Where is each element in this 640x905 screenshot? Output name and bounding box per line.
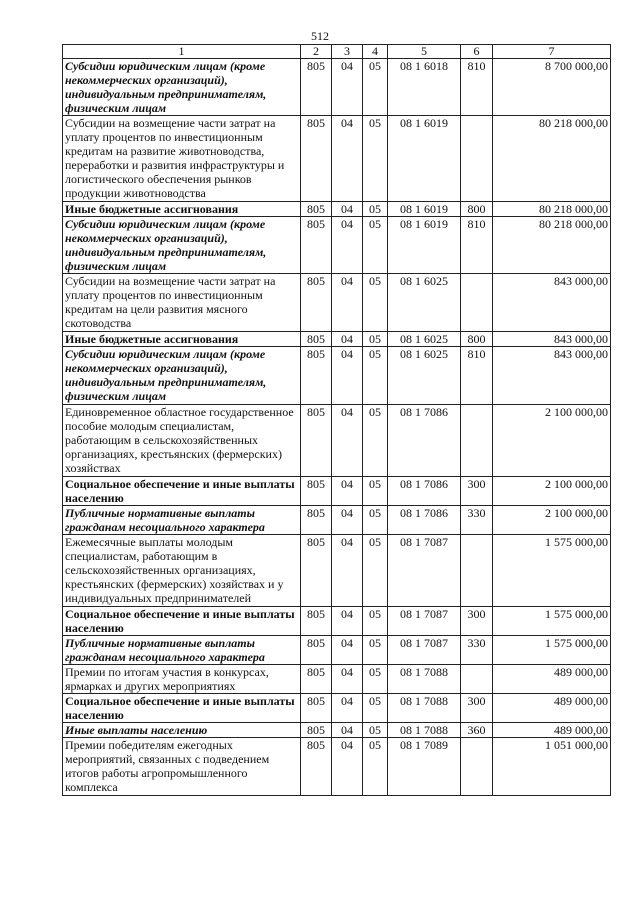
row-expense-type-cell: 810 — [461, 347, 493, 405]
row-expense-type-cell: 360 — [461, 723, 493, 738]
row-target-article-cell: 08 1 6019 — [388, 116, 461, 202]
table-row — [63, 607, 611, 636]
row-amount-cell: 843 000,00 — [493, 274, 611, 332]
row-section-cell: 04 — [332, 347, 363, 405]
row-name-cell: Субсидии на возмещение части затрат на уплату процентов по инвестиционным кредитам на развитие животноводства, переработки и развития инфраструктуры и логистического обеспечения рынков продукции животноводства — [63, 116, 301, 202]
table-row — [63, 332, 611, 347]
row-expense-type-cell — [461, 738, 493, 796]
row-code-cell: 805 — [301, 694, 332, 723]
row-subsection-cell: 05 — [363, 332, 388, 347]
row-subsection-cell: 05 — [363, 116, 388, 202]
row-target-article-cell: 08 1 6025 — [388, 274, 461, 332]
row-code-cell: 805 — [301, 607, 332, 636]
row-code-cell: 805 — [301, 636, 332, 665]
row-name-cell: Премии по итогам участия в конкурсах, ярмарках и других мероприятиях — [63, 665, 301, 694]
row-amount-cell: 489 000,00 — [493, 665, 611, 694]
table-row — [63, 202, 611, 217]
row-subsection-cell: 05 — [363, 217, 388, 274]
row-expense-type-cell — [461, 116, 493, 202]
table-row — [63, 477, 611, 506]
row-expense-type-cell — [461, 405, 493, 477]
row-expense-type-cell: 330 — [461, 636, 493, 665]
row-section-cell: 04 — [332, 535, 363, 607]
column-header-6: 6 — [461, 45, 493, 59]
row-target-article-cell: 08 1 6025 — [388, 347, 461, 405]
row-section-cell: 04 — [332, 217, 363, 274]
row-subsection-cell: 05 — [363, 202, 388, 217]
column-header-1: 1 — [63, 45, 301, 59]
row-section-cell: 04 — [332, 202, 363, 217]
row-section-cell: 04 — [332, 665, 363, 694]
row-name-cell: Субсидии юридическим лицам (кроме некоммерческих организаций), индивидуальным предпринимателям, физическим лицам — [63, 347, 301, 405]
row-name-cell: Субсидии юридическим лицам (кроме некоммерческих организаций), индивидуальным предпринимателям, физическим лицам — [63, 217, 301, 274]
row-target-article-cell: 08 1 7086 — [388, 506, 461, 535]
row-section-cell: 04 — [332, 59, 363, 116]
row-section-cell: 04 — [332, 723, 363, 738]
row-name-cell: Единовременное областное государственное пособие молодым специалистам, работающим в сельскохозяйственных организациях, крестьянских (фермерских) хозяйствах — [63, 405, 301, 477]
row-subsection-cell: 05 — [363, 274, 388, 332]
page-number: 512 — [311, 29, 329, 43]
budget-table — [62, 44, 611, 796]
row-subsection-cell: 05 — [363, 405, 388, 477]
row-target-article-cell: 08 1 6025 — [388, 332, 461, 347]
row-subsection-cell: 05 — [363, 506, 388, 535]
row-code-cell: 805 — [301, 59, 332, 116]
row-amount-cell: 80 218 000,00 — [493, 202, 611, 217]
row-expense-type-cell: 810 — [461, 59, 493, 116]
row-expense-type-cell: 300 — [461, 477, 493, 506]
column-header-5: 5 — [388, 45, 461, 59]
column-header-7: 7 — [493, 45, 611, 59]
row-name-cell: Иные выплаты населению — [63, 723, 301, 738]
row-section-cell: 04 — [332, 694, 363, 723]
row-name-cell: Публичные нормативные выплаты гражданам несоциального характера — [63, 636, 301, 665]
row-target-article-cell: 08 1 7088 — [388, 694, 461, 723]
table-row — [63, 59, 611, 116]
row-amount-cell: 489 000,00 — [493, 694, 611, 723]
row-expense-type-cell: 330 — [461, 506, 493, 535]
row-amount-cell: 8 700 000,00 — [493, 59, 611, 116]
row-subsection-cell: 05 — [363, 535, 388, 607]
row-target-article-cell: 08 1 7086 — [388, 477, 461, 506]
row-expense-type-cell: 300 — [461, 694, 493, 723]
row-expense-type-cell: 800 — [461, 332, 493, 347]
table-row — [63, 274, 611, 332]
column-header-2: 2 — [301, 45, 332, 59]
row-subsection-cell: 05 — [363, 607, 388, 636]
row-code-cell: 805 — [301, 723, 332, 738]
row-expense-type-cell — [461, 665, 493, 694]
table-row — [63, 636, 611, 665]
row-subsection-cell: 05 — [363, 59, 388, 116]
row-amount-cell: 843 000,00 — [493, 332, 611, 347]
row-target-article-cell: 08 1 7087 — [388, 636, 461, 665]
row-name-cell: Иные бюджетные ассигнования — [63, 332, 301, 347]
row-name-cell: Субсидии юридическим лицам (кроме некоммерческих организаций), индивидуальным предпринимателям, физическим лицам — [63, 59, 301, 116]
row-target-article-cell: 08 1 7088 — [388, 723, 461, 738]
row-target-article-cell: 08 1 7087 — [388, 535, 461, 607]
row-target-article-cell: 08 1 6019 — [388, 202, 461, 217]
row-section-cell: 04 — [332, 506, 363, 535]
row-subsection-cell: 05 — [363, 347, 388, 405]
table-row — [63, 506, 611, 535]
row-code-cell: 805 — [301, 347, 332, 405]
row-section-cell: 04 — [332, 477, 363, 506]
row-code-cell: 805 — [301, 274, 332, 332]
row-expense-type-cell: 800 — [461, 202, 493, 217]
row-name-cell: Субсидии на возмещение части затрат на уплату процентов по инвестиционным кредитам на цели развития мясного скотоводства — [63, 274, 301, 332]
row-section-cell: 04 — [332, 332, 363, 347]
row-amount-cell: 80 218 000,00 — [493, 217, 611, 274]
row-target-article-cell: 08 1 6018 — [388, 59, 461, 116]
table-row — [63, 347, 611, 405]
table-row — [63, 535, 611, 607]
row-subsection-cell: 05 — [363, 477, 388, 506]
row-amount-cell: 1 051 000,00 — [493, 738, 611, 796]
row-amount-cell: 1 575 000,00 — [493, 607, 611, 636]
table-row — [63, 723, 611, 738]
row-amount-cell: 843 000,00 — [493, 347, 611, 405]
row-amount-cell: 489 000,00 — [493, 723, 611, 738]
row-target-article-cell: 08 1 7087 — [388, 607, 461, 636]
table-row — [63, 738, 611, 796]
row-target-article-cell: 08 1 7086 — [388, 405, 461, 477]
table-row — [63, 694, 611, 723]
row-expense-type-cell: 810 — [461, 217, 493, 274]
row-amount-cell: 2 100 000,00 — [493, 506, 611, 535]
row-expense-type-cell — [461, 274, 493, 332]
row-code-cell: 805 — [301, 665, 332, 694]
row-expense-type-cell: 300 — [461, 607, 493, 636]
row-target-article-cell: 08 1 7088 — [388, 665, 461, 694]
table-row — [63, 665, 611, 694]
row-code-cell: 805 — [301, 738, 332, 796]
table-row — [63, 116, 611, 202]
row-name-cell: Ежемесячные выплаты молодым специалистам, работающим в сельскохозяйственных организациях, крестьянских (фермерских) хозяйствах и у индивидуальных предпринимателей — [63, 535, 301, 607]
row-code-cell: 805 — [301, 116, 332, 202]
row-amount-cell: 2 100 000,00 — [493, 477, 611, 506]
row-section-cell: 04 — [332, 274, 363, 332]
row-expense-type-cell — [461, 535, 493, 607]
row-name-cell: Премии победителям ежегодных мероприятий, связанных с подведением итогов работы агропромышленного комплекса — [63, 738, 301, 796]
row-amount-cell: 80 218 000,00 — [493, 116, 611, 202]
row-subsection-cell: 05 — [363, 694, 388, 723]
row-section-cell: 04 — [332, 405, 363, 477]
row-code-cell: 805 — [301, 202, 332, 217]
header-row — [63, 45, 611, 59]
row-code-cell: 805 — [301, 332, 332, 347]
row-subsection-cell: 05 — [363, 636, 388, 665]
row-name-cell: Социальное обеспечение и иные выплаты населению — [63, 477, 301, 506]
table-row — [63, 217, 611, 274]
row-subsection-cell: 05 — [363, 723, 388, 738]
row-subsection-cell: 05 — [363, 738, 388, 796]
table-row — [63, 405, 611, 477]
row-code-cell: 805 — [301, 405, 332, 477]
row-name-cell: Социальное обеспечение и иные выплаты населению — [63, 607, 301, 636]
row-name-cell: Иные бюджетные ассигнования — [63, 202, 301, 217]
row-section-cell: 04 — [332, 738, 363, 796]
row-amount-cell: 2 100 000,00 — [493, 405, 611, 477]
row-amount-cell: 1 575 000,00 — [493, 636, 611, 665]
column-header-3: 3 — [332, 45, 363, 59]
row-section-cell: 04 — [332, 636, 363, 665]
table-body — [63, 59, 611, 796]
row-target-article-cell: 08 1 7089 — [388, 738, 461, 796]
row-code-cell: 805 — [301, 477, 332, 506]
row-code-cell: 805 — [301, 217, 332, 274]
row-name-cell: Публичные нормативные выплаты гражданам несоциального характера — [63, 506, 301, 535]
row-target-article-cell: 08 1 6019 — [388, 217, 461, 274]
row-name-cell: Социальное обеспечение и иные выплаты населению — [63, 694, 301, 723]
row-subsection-cell: 05 — [363, 665, 388, 694]
row-section-cell: 04 — [332, 607, 363, 636]
row-amount-cell: 1 575 000,00 — [493, 535, 611, 607]
row-section-cell: 04 — [332, 116, 363, 202]
row-code-cell: 805 — [301, 506, 332, 535]
row-code-cell: 805 — [301, 535, 332, 607]
column-header-4: 4 — [363, 45, 388, 59]
